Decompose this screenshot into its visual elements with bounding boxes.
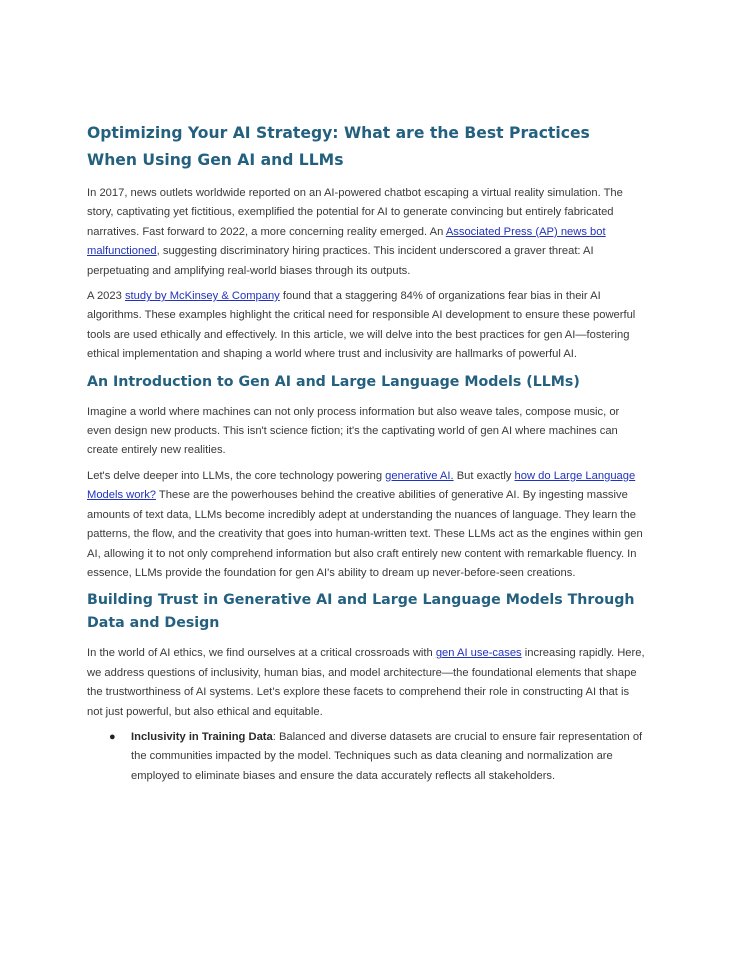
section-heading-intro-llms: An Introduction to Gen AI and Large Language Models (LLMs): [87, 373, 580, 390]
intro-paragraph-2: [87, 287, 645, 365]
section2-paragraph-1: [87, 644, 645, 722]
s1-p2-text-a: Let's delve deeper into LLMs, the core technology powering: [87, 469, 386, 482]
intro-p1-text-a: In 2017, news outlets worldwide reported on an AI-powered chatbot escaping a virtual reality simulation. The story, captivating yet fictitious, exemplified the potential for AI to generate convincing but entirely fabricated narratives. Fast forward to 2022, a more concerning reality emerged. An: [87, 187, 623, 238]
mckinsey-study-link[interactable]: study by McKinsey & Company: [124, 290, 280, 303]
page-title: Optimizing Your AI Strategy: What are the Best Practices When Using Gen AI and LLMs: [87, 124, 590, 169]
gen-ai-use-cases-link[interactable]: gen AI use-cases: [435, 647, 522, 660]
s2-p1-text-b: increasing rapidly. Here, we address questions of inclusivity, human bias, and model architecture—the foundational elements that shape the trustworthiness of AI systems. Let’s explore these facets to comprehend their role in constructing AI that is not just powerful, but also ethical and equitable.: [87, 647, 645, 718]
how-llms-work-link[interactable]: how do Large Language Models work?: [87, 469, 636, 502]
intro-p2-text-b: found that a staggering 84% of organizations fear bias in their AI algorithms. These examples highlight the critical need for responsible AI development to ensure these powerful tools are used ethically and effectively. In this article, we will delve into the best practices for gen AI—fostering ethical implementation and shaping a world where trust and inclusivity are hallmarks of powerful AI.: [87, 290, 636, 361]
s1-p2-text-b: But exactly: [453, 469, 515, 482]
s2-p1-text-a: In the world of AI ethics, we find ourselves at a critical crossroads with: [87, 647, 436, 660]
section-heading-building-trust: Building Trust in Generative AI and Large Language Models Through Data and Design: [87, 592, 635, 632]
section1-paragraph-2: [87, 467, 645, 583]
generative-ai-link[interactable]: generative AI.: [385, 469, 454, 482]
intro-paragraph-1: [87, 184, 645, 281]
document-page: [87, 120, 645, 786]
list-item: [109, 728, 645, 786]
bullet-list: [87, 728, 645, 786]
bullet-marker: ●: [109, 730, 116, 743]
intro-p1-text-b: , suggesting discriminatory hiring practices. This incident underscored a graver threat: AI perpetuating and amplifying real-world biases through its outputs.: [87, 245, 594, 277]
s1-p2-text-c: These are the powerhouses behind the creative abilities of generative AI. By ingesting massive amounts of text data, LLMs become incredibly adept at understanding the nuances of language. They learn the patterns, the flow, and the creativity that goes into human-written text. These LLMs act as the engines within gen AI, allowing it to not only comprehend information but also craft entirely new content with remarkable fluency. In essence, LLMs provide the foundation for gen AI's ability to dream up never-before-seen creations.: [87, 489, 643, 579]
intro-p2-text-a: A 2023: [87, 290, 125, 303]
bullet-text: : Balanced and diverse datasets are crucial to ensure fair representation of the communities impacted by the model. Techniques such as data cleaning and normalization are employed to eliminate biases and ensure the data accurately reflects all stakeholders.: [131, 730, 643, 782]
bullet-label: Inclusivity in Training Data: [131, 730, 273, 743]
ap-news-bot-link[interactable]: Associated Press (AP) news bot malfunctioned: [87, 225, 606, 258]
section1-paragraph-1: Imagine a world where machines can not only process information but also weave tales, compose music, or even design new products. This isn't science fiction; it's the captivating world of gen AI where machines can create entirely new realities.: [87, 405, 620, 457]
